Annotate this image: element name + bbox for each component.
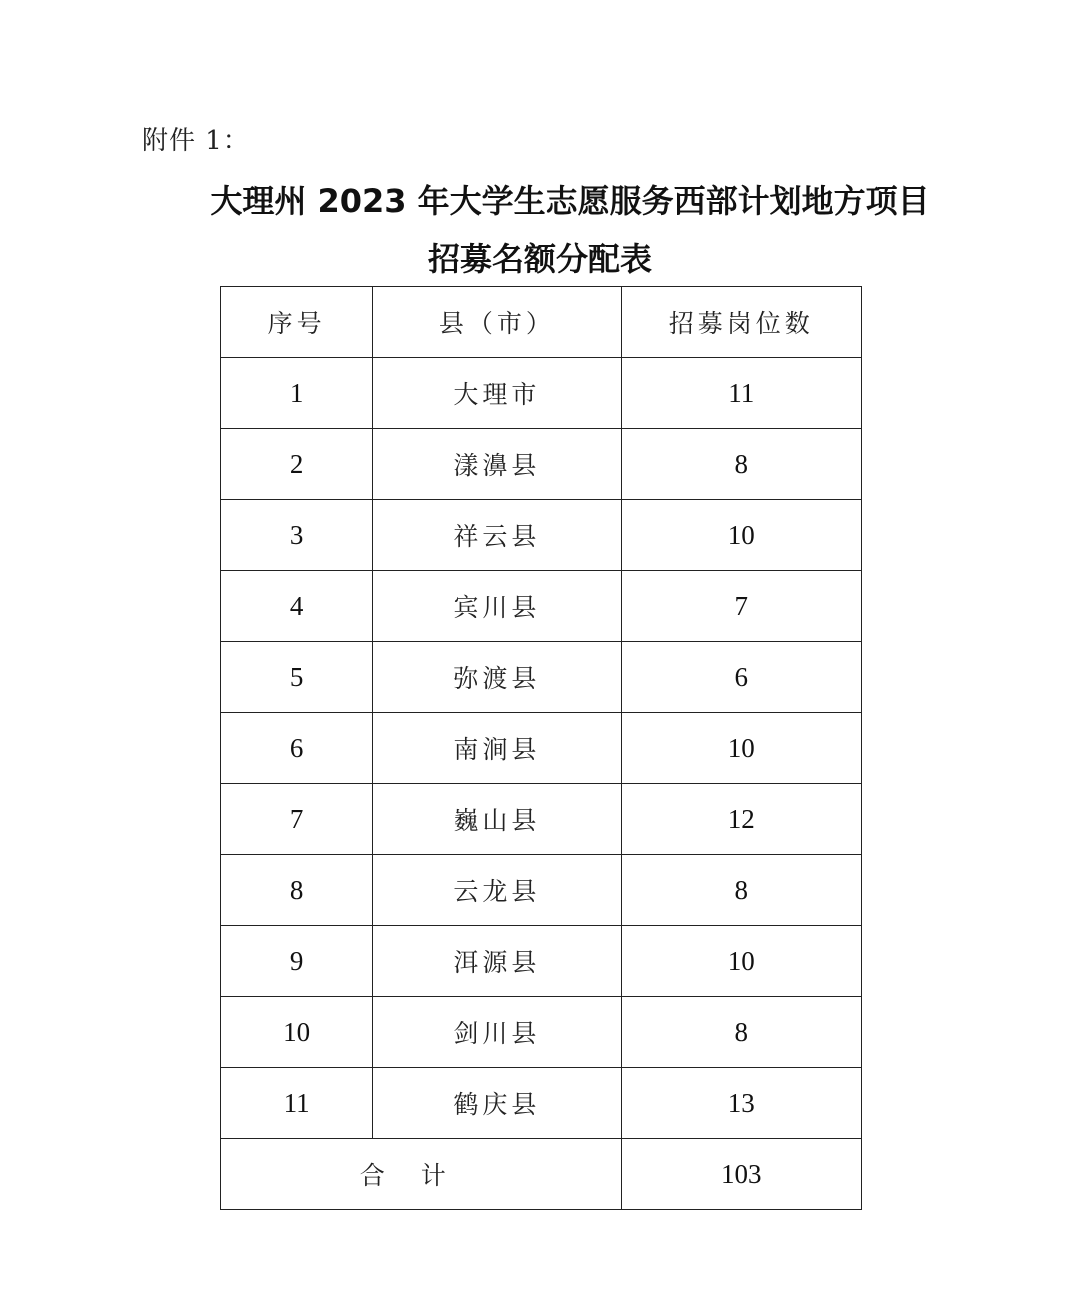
table-header-row — [221, 287, 862, 358]
total-value: 103 — [621, 1139, 861, 1210]
row-recruit-count: 8 — [621, 855, 861, 926]
row-county: 鹤庆县 — [373, 1068, 621, 1139]
row-recruit-count: 8 — [621, 429, 861, 500]
row-county: 巍山县 — [373, 784, 621, 855]
row-serial-number: 4 — [221, 571, 373, 642]
row-recruit-count: 11 — [621, 358, 861, 429]
row-county: 南涧县 — [373, 713, 621, 784]
row-serial-number: 5 — [221, 642, 373, 713]
header-recruit-count-label: 招募岗位数 — [668, 309, 814, 338]
total-label: 合计 — [221, 1139, 622, 1210]
header-county — [373, 287, 621, 358]
table-row — [221, 500, 862, 571]
row-county: 祥云县 — [373, 500, 621, 571]
row-recruit-count: 10 — [621, 926, 861, 997]
row-county: 云龙县 — [373, 855, 621, 926]
row-serial-number: 2 — [221, 429, 373, 500]
table-row — [221, 997, 862, 1068]
row-recruit-count: 6 — [621, 642, 861, 713]
row-county: 剑川县 — [373, 997, 621, 1068]
quota-table — [220, 286, 862, 1210]
table-row — [221, 429, 862, 500]
table-row — [221, 713, 862, 784]
row-serial-number: 11 — [221, 1068, 373, 1139]
row-county: 弥渡县 — [373, 642, 621, 713]
row-recruit-count: 13 — [621, 1068, 861, 1139]
row-serial-number: 3 — [221, 500, 373, 571]
row-recruit-count: 8 — [621, 997, 861, 1068]
row-county: 洱源县 — [373, 926, 621, 997]
row-recruit-count: 10 — [621, 713, 861, 784]
table-row — [221, 1068, 862, 1139]
row-county: 宾川县 — [373, 571, 621, 642]
row-serial-number: 8 — [221, 855, 373, 926]
row-serial-number: 6 — [221, 713, 373, 784]
row-serial-number: 10 — [221, 997, 373, 1068]
row-serial-number: 7 — [221, 784, 373, 855]
table-row — [221, 571, 862, 642]
row-recruit-count: 7 — [621, 571, 861, 642]
table-row — [221, 358, 862, 429]
document-title-line2: 招募名额分配表 — [427, 240, 652, 278]
row-serial-number: 1 — [221, 358, 373, 429]
row-county: 漾濞县 — [373, 429, 621, 500]
table-row — [221, 926, 862, 997]
header-recruit-count — [621, 287, 861, 358]
table-row — [221, 855, 862, 926]
row-recruit-count: 10 — [621, 500, 861, 571]
attachment-label: 附件 1： — [142, 126, 250, 156]
header-serial-number-label: 序号 — [267, 309, 326, 338]
row-serial-number: 9 — [221, 926, 373, 997]
table-row — [221, 784, 862, 855]
table-row — [221, 642, 862, 713]
header-county-label: 县（市） — [438, 309, 555, 338]
table-total-row — [221, 1139, 862, 1210]
header-serial-number — [221, 287, 373, 358]
row-county: 大理市 — [373, 358, 621, 429]
row-recruit-count: 12 — [621, 784, 861, 855]
document-title-line1: 大理州 2023 年大学生志愿服务西部计划地方项目 — [210, 182, 930, 220]
